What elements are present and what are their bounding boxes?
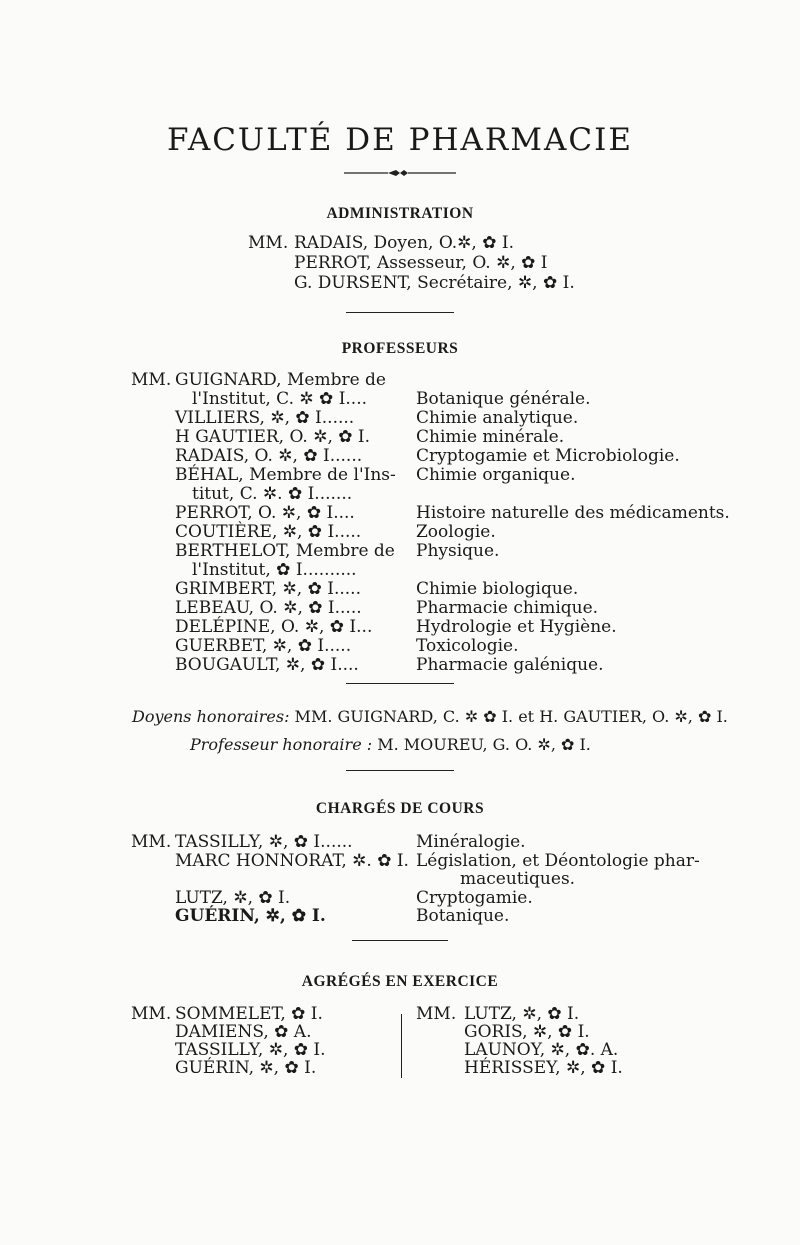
- separator-rule: [346, 683, 454, 684]
- professeur-honoraire: [190, 735, 591, 754]
- separator-rule: [346, 312, 454, 313]
- professeur-name: GRIMBERT, ✲, ✿ I.....: [175, 579, 361, 599]
- agrege-name: GUÉRIN, ✲, ✿ I.: [175, 1058, 317, 1078]
- agreges-prefix-left: MM.: [131, 1004, 172, 1024]
- agrege-name: LAUNOY, ✲, ✿. A.: [464, 1040, 619, 1060]
- professeur-name: l'Institut, ✿ I..........: [192, 560, 357, 580]
- charge-name: TASSILLY, ✲, ✿ I......: [175, 832, 353, 852]
- page-title: FACULTÉ DE PHARMACIE: [167, 122, 633, 158]
- professeurs-heading: PROFESSEURS: [341, 340, 459, 357]
- professeur-name: GUIGNARD, Membre de: [175, 370, 386, 390]
- professeur-subject: Toxicologie.: [416, 636, 519, 656]
- doyens-honoraires-label: Doyens honoraires:: [132, 707, 290, 726]
- agreges-heading: AGRÉGÉS EN EXERCICE: [301, 973, 499, 990]
- professeur-honoraire-name: M. MOUREU, G. O. ✲, ✿ I.: [372, 735, 591, 754]
- charge-name: GUÉRIN, ✲, ✿ I.: [175, 906, 326, 926]
- charge-subject: Minéralogie.: [416, 832, 526, 852]
- charge-subject: Cryptogamie.: [416, 888, 533, 908]
- doyens-honoraires-names: MM. GUIGNARD, C. ✲ ✿ I. et H. GAUTIER, O. ✲, ✿ I.: [289, 707, 728, 726]
- agrege-name: GORIS, ✲, ✿ I.: [464, 1022, 590, 1042]
- charges-heading: CHARGÉS DE COURS: [315, 800, 485, 817]
- charge-name: MARC HONNORAT, ✲. ✿ I.: [175, 851, 409, 871]
- administration-prefix: MM.: [248, 233, 289, 253]
- charge-name: LUTZ, ✲, ✿ I.: [175, 888, 291, 908]
- professeur-name: BÉHAL, Membre de l'Ins-: [175, 465, 396, 485]
- charge-subject: maceutiques.: [460, 869, 576, 889]
- doyens-honoraires: [132, 707, 728, 726]
- professeur-name: DELÉPINE, O. ✲, ✿ I...: [175, 617, 373, 637]
- professeur-subject: Chimie biologique.: [416, 579, 579, 599]
- professeur-subject: Pharmacie chimique.: [416, 598, 599, 618]
- professeur-name: titut, C. ✲. ✿ I.......: [192, 484, 353, 504]
- professeur-name: VILLIERS, ✲, ✿ I......: [175, 408, 355, 428]
- agreges-prefix-right: MM.: [416, 1004, 457, 1024]
- charges-prefix: MM.: [131, 832, 172, 852]
- agrege-name: SOMMELET, ✿ I.: [175, 1004, 323, 1024]
- title-ornament: [340, 168, 460, 178]
- professeur-subject: Cryptogamie et Microbiologie.: [416, 446, 680, 466]
- separator-rule: [352, 940, 448, 941]
- professeur-subject: Histoire naturelle des médicaments.: [416, 503, 730, 523]
- administration-heading: ADMINISTRATION: [326, 205, 474, 222]
- professeur-name: H GAUTIER, O. ✲, ✿ I.: [175, 427, 371, 447]
- professeur-subject: Hydrologie et Hygiène.: [416, 617, 617, 637]
- professeur-subject: Zoologie.: [416, 522, 496, 542]
- agrege-name: TASSILLY, ✲, ✿ I.: [175, 1040, 326, 1060]
- charge-subject: Botanique.: [416, 906, 510, 926]
- agrege-name: HÉRISSEY, ✲, ✿ I.: [464, 1058, 623, 1078]
- professeur-name: BERTHELOT, Membre de: [175, 541, 395, 561]
- agrege-name: DAMIENS, ✿ A.: [175, 1022, 312, 1042]
- professeur-name: PERROT, O. ✲, ✿ I....: [175, 503, 355, 523]
- professeur-subject: Physique.: [416, 541, 500, 561]
- professeur-name: LEBEAU, O. ✲, ✿ I.....: [175, 598, 362, 618]
- administration-line: PERROT, Assesseur, O. ✲, ✿ I: [294, 253, 548, 273]
- professeur-name: l'Institut, C. ✲ ✿ I....: [192, 389, 368, 409]
- charge-subject: Législation, et Déontologie phar-: [416, 851, 700, 871]
- administration-line: G. DURSENT, Secrétaire, ✲, ✿ I.: [294, 273, 575, 293]
- professeurs-prefix: MM.: [131, 370, 172, 390]
- professeur-name: RADAIS, O. ✲, ✿ I......: [175, 446, 363, 466]
- agrege-name: LUTZ, ✲, ✿ I.: [464, 1004, 580, 1024]
- professeur-subject: Pharmacie galénique.: [416, 655, 604, 675]
- professeur-name: COUTIÈRE, ✲, ✿ I.....: [175, 522, 362, 542]
- column-divider: [401, 1014, 402, 1078]
- administration-line: RADAIS, Doyen, O.✲, ✿ I.: [294, 233, 514, 253]
- separator-rule: [346, 770, 454, 771]
- professeur-subject: Chimie analytique.: [416, 408, 579, 428]
- professeur-subject: Chimie organique.: [416, 465, 576, 485]
- professeur-honoraire-label: Professeur honoraire :: [190, 735, 373, 754]
- professeur-name: BOUGAULT, ✲, ✿ I....: [175, 655, 359, 675]
- professeur-subject: Chimie minérale.: [416, 427, 565, 447]
- professeur-name: GUERBET, ✲, ✿ I.....: [175, 636, 352, 656]
- professeur-subject: Botanique générale.: [416, 389, 591, 409]
